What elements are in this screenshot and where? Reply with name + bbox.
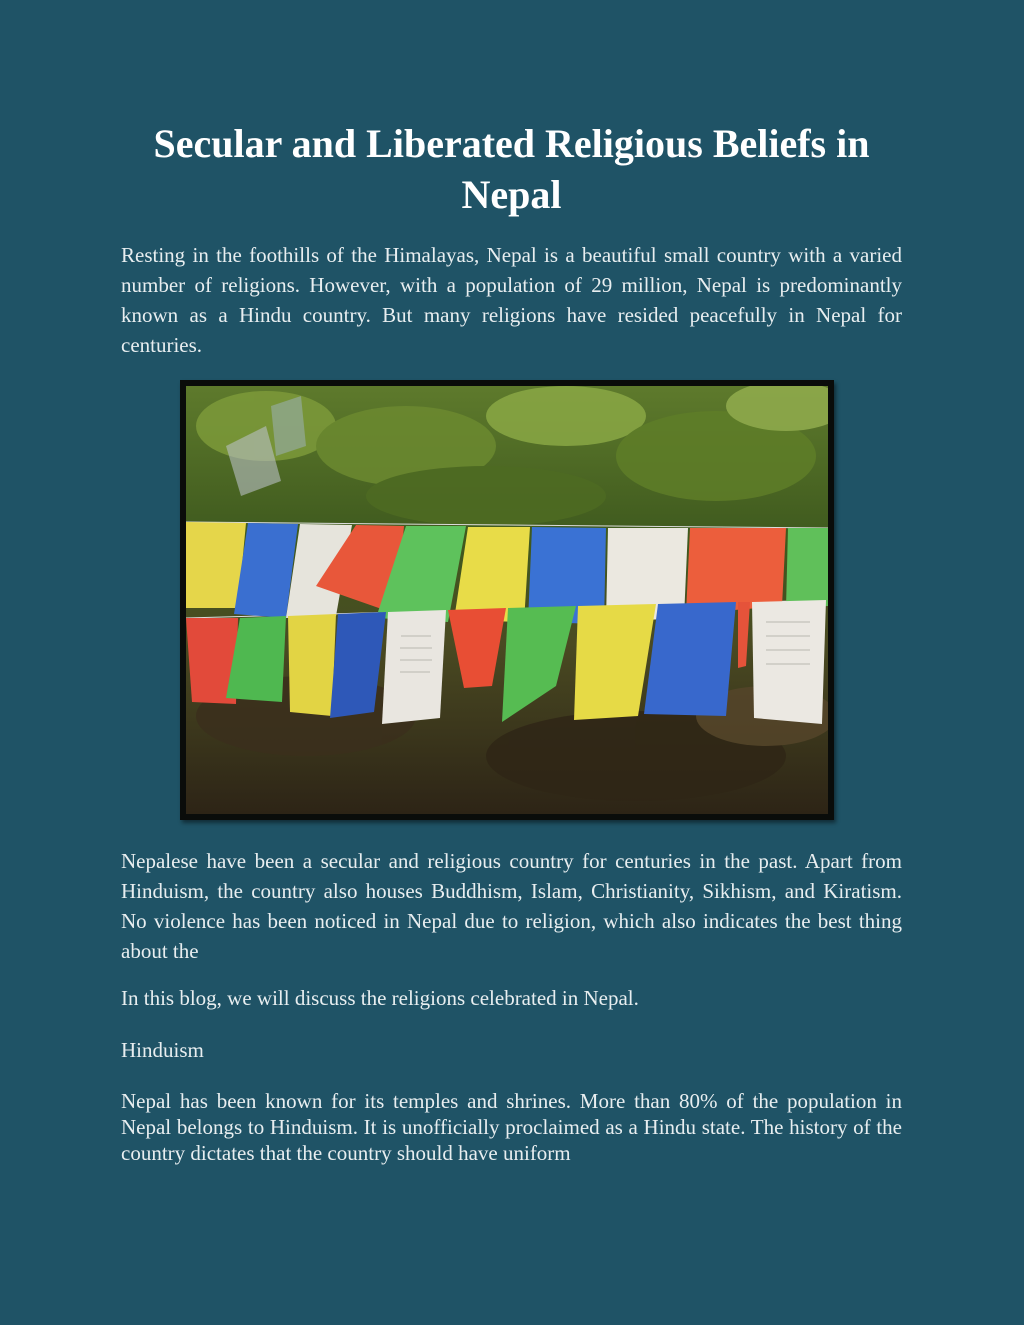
blog-paragraph: In this blog, we will discuss the religions celebrated in Nepal. <box>121 986 639 1010</box>
page-title: Secular and Liberated Religious Beliefs in Nepal <box>153 121 870 217</box>
prayer-flags-photo <box>180 380 834 820</box>
secular-paragraph: Nepalese have been a secular and religious country for centuries in the past. Apart from Hinduism, the country also houses Buddhism, Islam, Christianity, Sikhism, and Kiratism. No violence has been noticed in Nepal due to religion, which also indicates the best thing about the <box>121 849 902 963</box>
section-heading-hinduism: Hinduism <box>121 1038 204 1062</box>
prayer-flags-illustration <box>186 386 828 814</box>
hinduism-paragraph: Nepal has been known for its temples and shrines. More than 80% of the population in Nepal belongs to Hinduism. It is unofficially proclaimed as a Hindu state. The history of the country dictates that the country should have uniform <box>121 1089 902 1165</box>
intro-paragraph: Resting in the foothills of the Himalayas, Nepal is a beautiful small country with a varied number of religions. However, with a population of 29 million, Nepal is predominantly known as a Hindu country. But many religions have resided peacefully in Nepal for centuries. <box>121 243 902 357</box>
